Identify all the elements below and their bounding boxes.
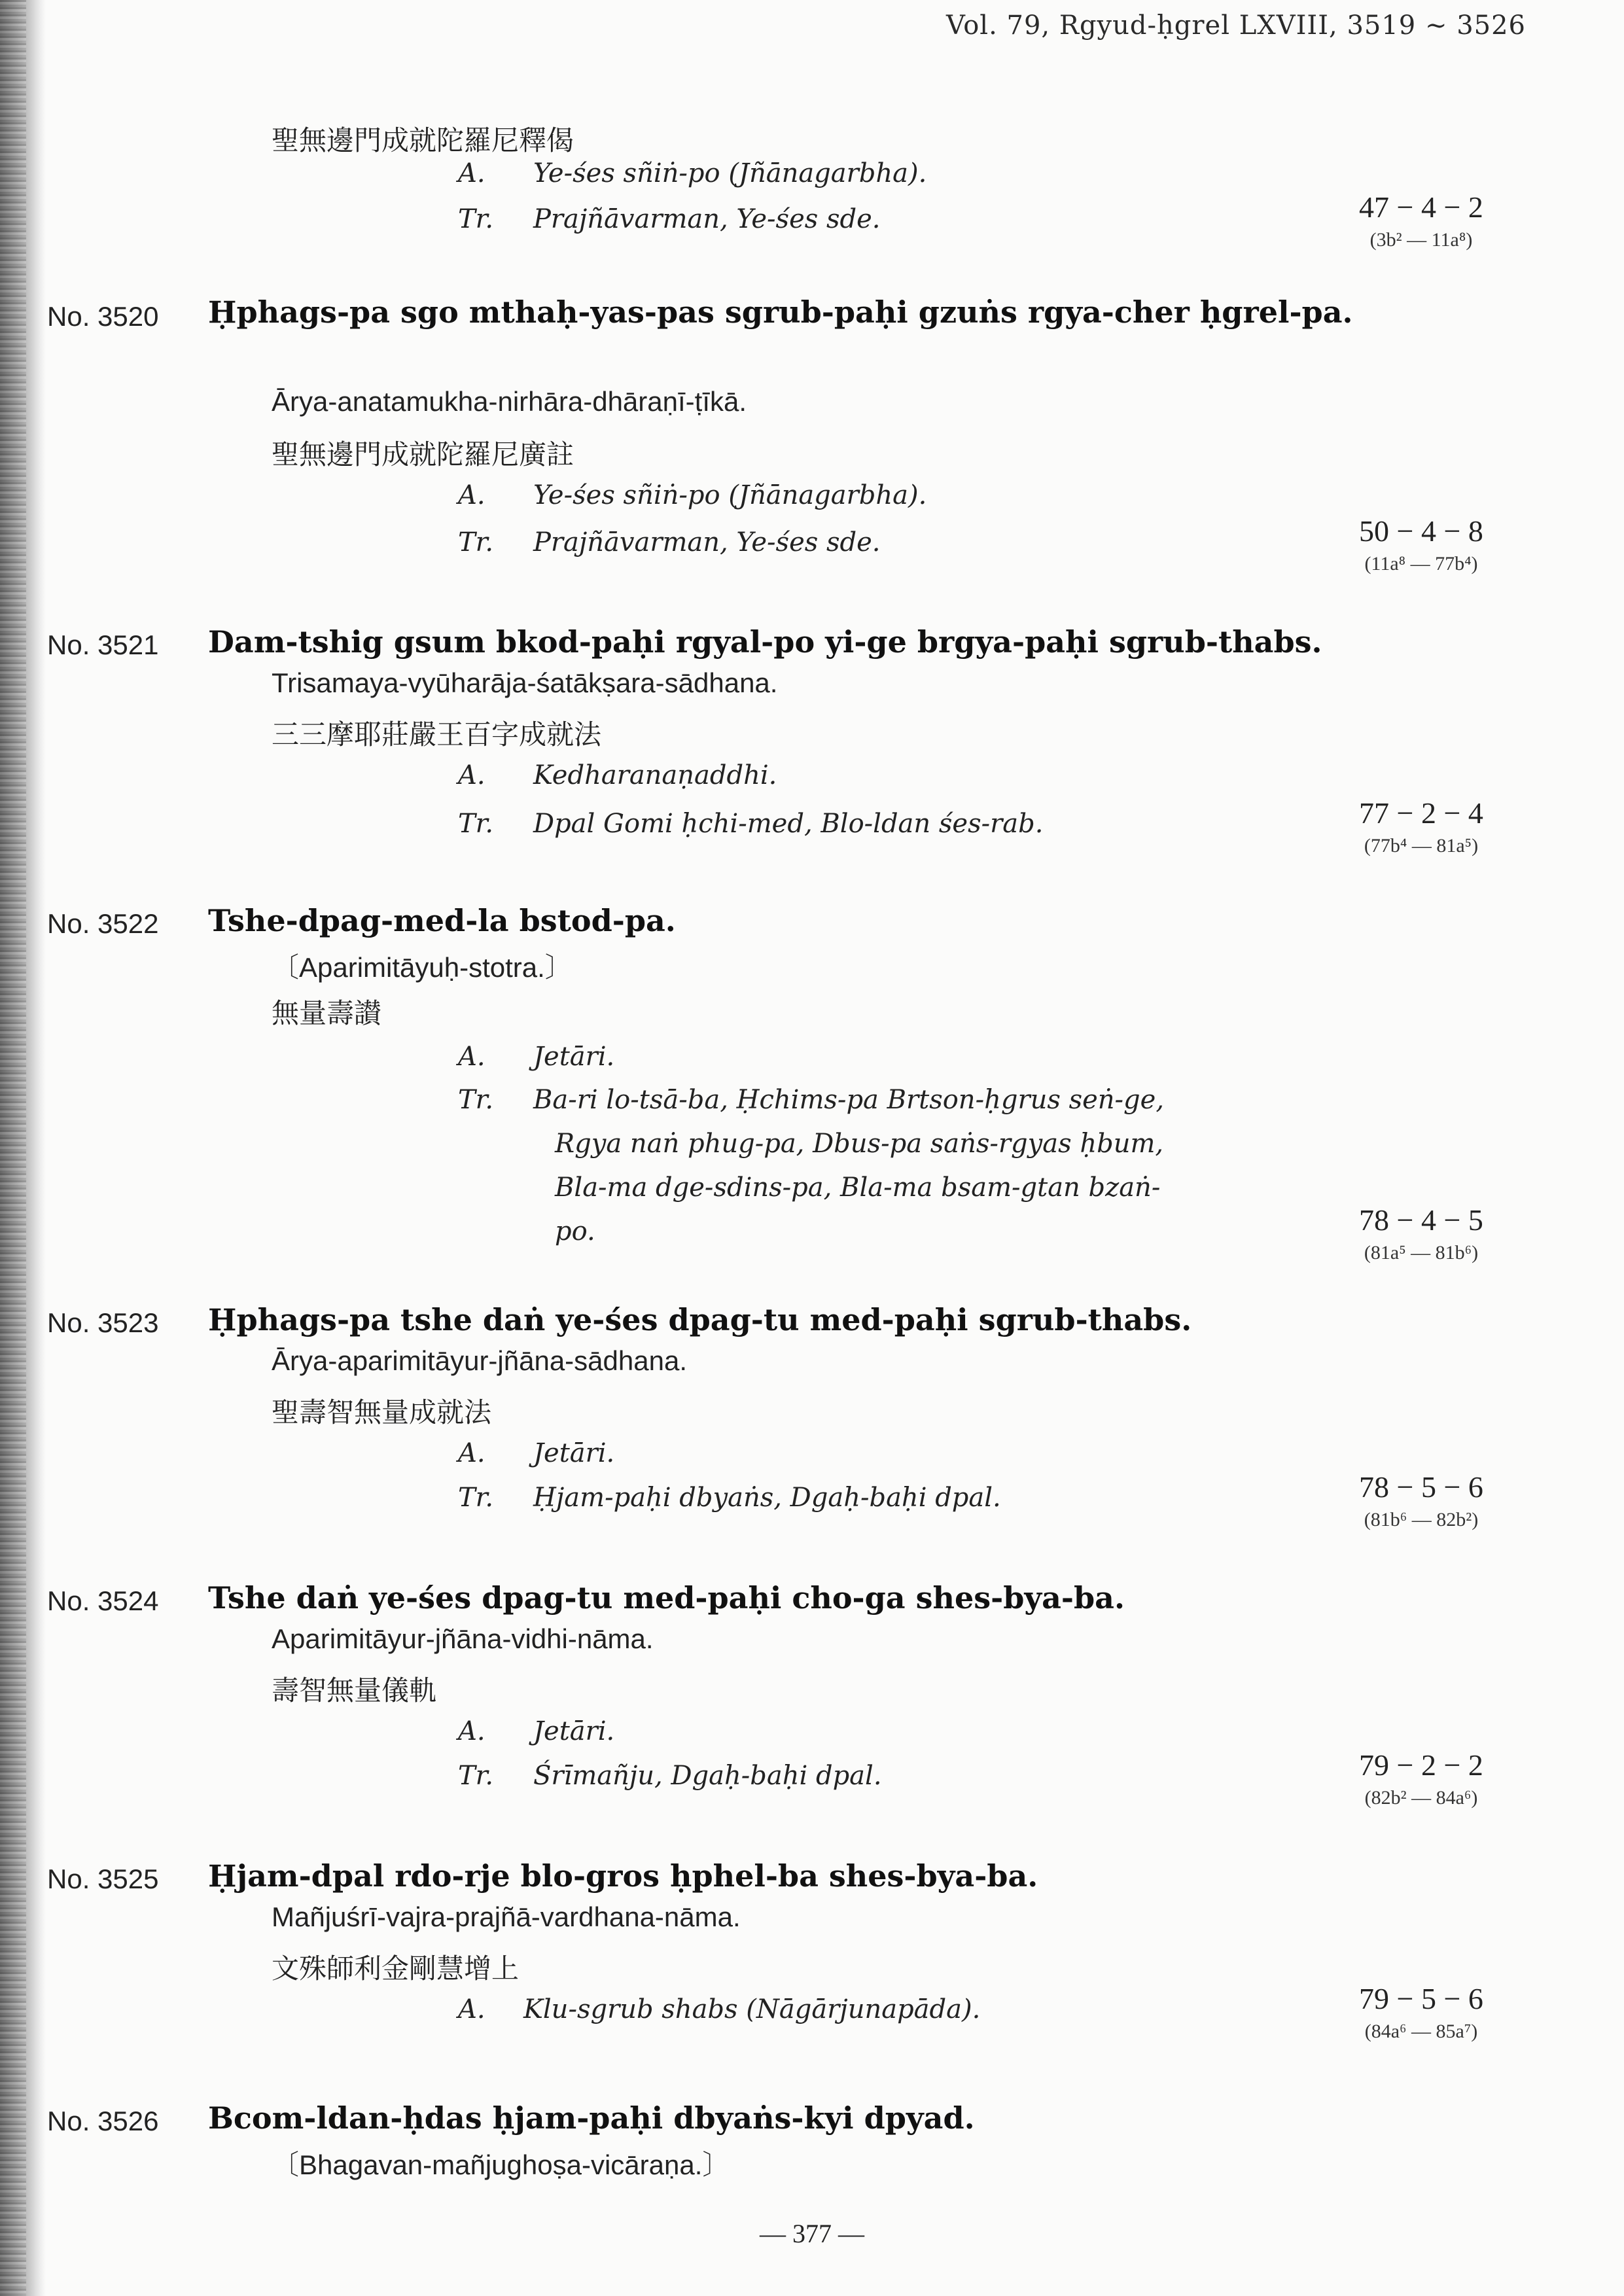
folio-range: (81a⁵ — 81b⁶)	[1364, 1242, 1479, 1263]
author-name: Ye-śes sñiṅ-po (Jñānagarbha).	[533, 158, 927, 188]
entry-number: No. 3521	[47, 629, 159, 660]
folio-range: (84a⁶ — 85a⁷)	[1364, 2021, 1478, 2042]
scan-edge-shadow	[0, 0, 46, 2296]
chinese-title: 聖壽智無量成就法	[272, 1396, 492, 1428]
tibetan-title: Ḥjam-dpal rdo-rje blo-gros ḥphel-ba shes-bya-ba.	[208, 1858, 1038, 1894]
volume-reference: 50 − 4 − 8	[1359, 514, 1483, 548]
author-label: A.	[458, 1042, 485, 1072]
sanskrit-title: Ārya-aparimitāyur-jñāna-sādhana.	[272, 1345, 687, 1376]
tibetan-title: Ḥphags-pa tshe daṅ ye-śes dpag-tu med-paḥi sgrub-thabs.	[208, 1302, 1192, 1337]
folio-range: (81b⁶ — 82b²)	[1364, 1509, 1479, 1530]
entry-number: No. 3522	[47, 908, 159, 939]
running-header: Vol. 79, Rgyud-ḥgrel LXVIII, 3519 ∼ 3526	[945, 10, 1526, 41]
author-name: Jetāri.	[533, 1716, 615, 1746]
chinese-title: 無量壽讃	[272, 997, 382, 1029]
translator-label: Tr.	[458, 1483, 494, 1513]
author-label: A.	[458, 1716, 485, 1746]
translator-name-line-3: Bla-ma dge-sdins-pa, Bla-ma bsam-gtan bzaṅ-	[555, 1173, 1161, 1203]
chinese-title: 文殊師利金剛慧增上	[272, 1952, 520, 1985]
page-number: — 377 —	[760, 2219, 864, 2248]
author-name: Jetāri.	[533, 1438, 615, 1468]
translator-name: Ḥjam-paḥi dbyaṅs, Dgaḥ-baḥi dpal.	[533, 1483, 1001, 1513]
sanskrit-title: Ārya-anatamukha-nirhāra-dhāraṇī-ṭīkā.	[272, 386, 747, 417]
author-label: A.	[458, 158, 485, 188]
chinese-title: 聖無邊門成就陀羅尼釋偈	[272, 124, 574, 156]
entry-number: No. 3524	[47, 1585, 159, 1616]
translator-name: Śrīmañju, Dgaḥ-baḥi dpal.	[533, 1761, 882, 1791]
translator-name: Prajñāvarman, Ye-śes sde.	[533, 204, 881, 234]
author-label: A.	[458, 1438, 485, 1468]
translator-label: Tr.	[458, 809, 494, 839]
folio-range: (77b⁴ — 81a⁵)	[1364, 835, 1479, 857]
volume-reference: 47 − 4 − 2	[1359, 190, 1483, 224]
translator-name: Prajñāvarman, Ye-śes sde.	[533, 527, 881, 557]
translator-label: Tr.	[458, 204, 494, 234]
translator-name-line-1: Ba-ri lo-tsā-ba, Ḥchims-pa Brtson-ḥgrus seṅ-ge,	[533, 1085, 1165, 1115]
author-name: Klu-sgrub shabs (Nāgārjunapāda).	[523, 1994, 981, 2024]
volume-reference: 77 − 2 − 4	[1359, 796, 1483, 830]
translator-label: Tr.	[458, 1761, 494, 1791]
entry-number: No. 3520	[47, 301, 159, 332]
author-label: A.	[458, 760, 485, 790]
tibetan-title: Tshe-dpag-med-la bstod-pa.	[208, 903, 676, 938]
translator-label: Tr.	[458, 1085, 494, 1115]
author-name: Jetāri.	[533, 1042, 615, 1072]
tibetan-title: Dam-tshig gsum bkod-paḥi rgyal-po yi-ge brgya-paḥi sgrub-thabs.	[208, 624, 1322, 660]
folio-range: (82b² — 84a⁶)	[1364, 1787, 1478, 1809]
volume-reference: 78 − 4 − 5	[1359, 1203, 1483, 1237]
sanskrit-title: Aparimitāyur-jñāna-vidhi-nāma.	[272, 1623, 654, 1654]
tibetan-title: Ḥphags-pa sgo mthaḥ-yas-pas sgrub-paḥi gzuṅs rgya-cher ḥgrel-pa.	[208, 294, 1353, 330]
folio-range: (3b² — 11a⁸)	[1369, 229, 1473, 251]
tibetan-title: Bcom-ldan-ḥdas ḥjam-paḥi dbyaṅs-kyi dpyad.	[208, 2100, 975, 2136]
translator-name: Dpal Gomi ḥchi-med, Blo-ldan śes-rab.	[533, 809, 1044, 839]
chinese-title: 聖無邊門成就陀羅尼廣註	[272, 438, 574, 470]
author-label: A.	[458, 480, 485, 510]
sanskrit-title: Mañjuśrī-vajra-prajñā-vardhana-nāma.	[272, 1901, 741, 1932]
volume-reference: 78 − 5 − 6	[1359, 1470, 1483, 1504]
chinese-title: 壽智無量儀軌	[272, 1674, 437, 1706]
entry-number: No. 3526	[47, 2106, 159, 2136]
folio-range: (11a⁸ — 77b⁴)	[1364, 553, 1478, 574]
translator-label: Tr.	[458, 527, 494, 557]
sanskrit-title: 〔Aparimitāyuḥ-stotra.〕	[272, 952, 573, 983]
entry-number: No. 3523	[47, 1307, 159, 1338]
author-name: Ye-śes sñiṅ-po (Jñānagarbha).	[533, 480, 927, 510]
volume-reference: 79 − 2 − 2	[1359, 1748, 1483, 1782]
translator-name-line-2: Rgya naṅ phug-pa, Dbus-pa saṅs-rgyas ḥbum,	[555, 1129, 1164, 1159]
volume-reference: 79 − 5 − 6	[1359, 1982, 1483, 2015]
sanskrit-title: 〔Bhagavan-mañjughoṣa-vicāraṇa.〕	[272, 2149, 730, 2180]
chinese-title: 三三摩耶莊嚴王百字成就法	[272, 718, 602, 751]
tibetan-title: Tshe daṅ ye-śes dpag-tu med-paḥi cho-ga shes-bya-ba.	[208, 1580, 1125, 1616]
author-name: Kedharanaṇaddhi.	[533, 760, 777, 790]
author-label: A.	[458, 1994, 485, 2024]
sanskrit-title: Trisamaya-vyūharāja-śatākṣara-sādhana.	[272, 667, 778, 698]
entry-number: No. 3525	[47, 1863, 159, 1894]
translator-name-line-4: po.	[555, 1216, 595, 1246]
